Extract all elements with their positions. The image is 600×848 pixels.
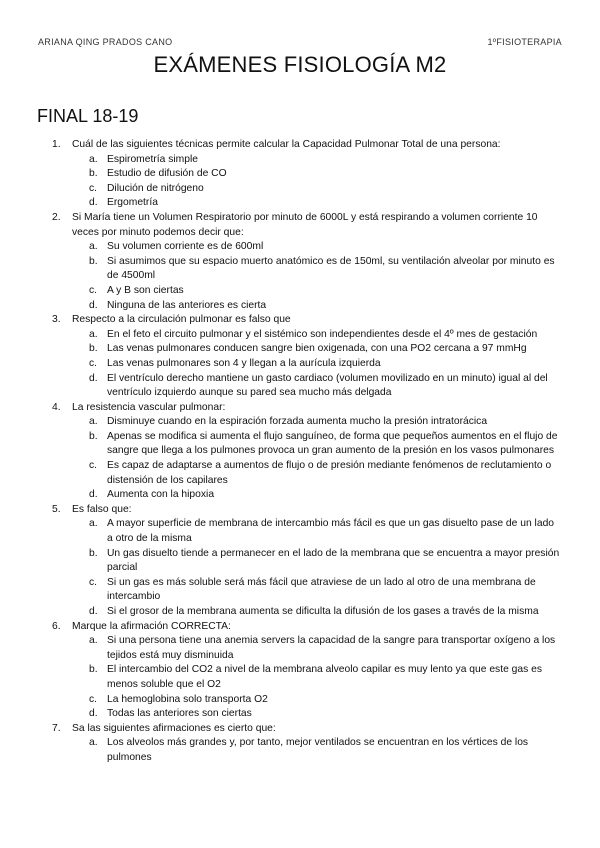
- question-text: Si María tiene un Volumen Respiratorio por minuto de 6000L y está respirando a volumen corriente 10 veces por minuto podemos decir que:: [72, 211, 538, 238]
- option-text: Las venas pulmonares conducen sangre bien oxigenada, con una PO2 cercana a 97 mmHg: [107, 343, 527, 355]
- option-text: Dilución de nitrógeno: [107, 182, 204, 194]
- document-title: EXÁMENES FISIOLOGÍA M2: [153, 52, 447, 77]
- question-item: [0, 722, 600, 766]
- answer-option: [72, 299, 562, 314]
- option-text: Su volumen corriente es de 600ml: [107, 241, 264, 253]
- question-item: [0, 211, 600, 313]
- answer-option: [72, 153, 562, 168]
- option-text: Apenas se modifica si aumenta el flujo sanguíneo, de forma que pequeños aumentos en el flujo de sangre que llega a los pulmones provoca un gran aumento de la presión en los vasos pulmonares: [107, 430, 558, 457]
- option-text: Ergometría: [107, 197, 158, 209]
- option-letter: c.: [89, 182, 98, 194]
- option-letter: d.: [89, 708, 98, 720]
- option-text: Es capaz de adaptarse a aumentos de flujo o de presión mediante fenómenos de reclutamiento o distensión de los capilares: [107, 460, 552, 486]
- option-letter: d.: [89, 372, 98, 384]
- question-number: 1.: [52, 139, 61, 150]
- option-text: Estudio de difusión de CO: [107, 168, 227, 180]
- answer-option: [72, 415, 562, 430]
- answer-option: [72, 488, 562, 503]
- option-text: Si el grosor de la membrana aumenta se dificulta la difusión de los gases a través de la misma: [107, 606, 539, 617]
- answer-option: [72, 240, 562, 255]
- answer-option: [72, 634, 562, 663]
- option-letter: c.: [89, 576, 98, 588]
- option-letter: d.: [89, 299, 98, 311]
- option-text: Si una persona tiene una anemia servers la capacidad de la sangre para transportar oxígeno a los tejidos está muy disminuida: [107, 635, 556, 661]
- question-list-container: [0, 138, 600, 766]
- question-number: 3.: [52, 314, 61, 326]
- option-text: Aumenta con la hipoxia: [107, 489, 215, 501]
- question-item: [0, 620, 600, 722]
- option-text: Un gas disuelto tiende a permanecer en el lado de la membrana que se encuentra a mayor presión parcial: [107, 547, 560, 574]
- option-text: Los alveolos más grandes y, por tanto, mejor ventilados se encuentran en los vértices de los pulmones: [107, 737, 529, 763]
- option-letter: b.: [89, 664, 98, 676]
- answer-option: [72, 357, 562, 372]
- option-text: Espirometría simple: [107, 153, 198, 165]
- option-letter: a.: [89, 241, 98, 253]
- option-list: [72, 736, 562, 765]
- option-text: Si asumimos que su espacio muerto anatómico es de 150ml, su ventilación alveolar por minuto es de 4500ml: [107, 255, 555, 282]
- question-list: [0, 138, 600, 766]
- answer-option: [72, 547, 562, 576]
- section-heading: FINAL 18-19: [37, 106, 139, 126]
- option-letter: d.: [89, 197, 98, 209]
- option-letter: b.: [89, 168, 98, 180]
- question-text: Cuál de las siguientes técnicas permite calcular la Capacidad Pulmonar Total de una persona:: [72, 139, 501, 150]
- option-list: [72, 634, 562, 722]
- header-course: 1ºFISIOTERAPIA: [487, 37, 562, 47]
- answer-option: [72, 342, 562, 357]
- answer-option: [72, 707, 562, 722]
- option-letter: a.: [89, 416, 98, 428]
- option-letter: d.: [89, 606, 98, 617]
- option-list: [72, 240, 562, 313]
- option-text: Disminuye cuando en la espiración forzada aumenta mucho la presión intratorácica: [107, 416, 488, 428]
- answer-option: [72, 328, 562, 343]
- option-text: El intercambio del CO2 a nivel de la membrana alveolo capilar es muy lento ya que este gas es menos soluble que el O2: [107, 664, 542, 690]
- option-list: [72, 153, 562, 211]
- question-item: [0, 138, 600, 211]
- option-letter: a.: [89, 737, 98, 749]
- answer-option: [72, 182, 562, 197]
- option-text: A y B son ciertas: [107, 284, 184, 296]
- question-number: 7.: [52, 722, 61, 734]
- option-list: [72, 517, 562, 619]
- answer-option: [72, 430, 562, 459]
- option-letter: c.: [89, 693, 98, 705]
- answer-option: [72, 663, 562, 692]
- answer-option: [72, 693, 562, 708]
- answer-option: [72, 196, 562, 211]
- option-text: A mayor superficie de membrana de intercambio más fácil es que un gas disuelto pase de un lado a otro de la misma: [107, 518, 555, 545]
- option-text: Si un gas es más soluble será más fácil que atraviese de un lado al otro de una membrana de intercambio: [107, 576, 536, 603]
- question-text: Marque la afirmación CORRECTA:: [72, 620, 231, 632]
- option-letter: b.: [89, 255, 98, 267]
- answer-option: [72, 736, 562, 765]
- answer-option: [72, 167, 562, 182]
- option-list: [72, 415, 562, 503]
- answer-option: [72, 372, 562, 401]
- option-text: El ventrículo derecho mantiene un gasto cardiaco (volumen movilizado en un minuto) igual al del ventrículo izquierdo aunque su pared sea mucho más delgada: [107, 372, 548, 399]
- question-number: 2.: [52, 211, 61, 223]
- option-letter: a.: [89, 153, 98, 165]
- question-text: Respecto a la circulación pulmonar es falso que: [72, 314, 291, 326]
- option-letter: a.: [89, 635, 98, 647]
- option-list: [72, 328, 562, 401]
- question-number: 5.: [52, 503, 61, 515]
- question-number: 6.: [52, 620, 61, 632]
- answer-option: [72, 605, 562, 620]
- page-header: [38, 37, 562, 49]
- question-item: [0, 401, 600, 503]
- answer-option: [72, 576, 562, 605]
- question-item: [0, 503, 600, 620]
- option-text: En el feto el circuito pulmonar y el sistémico son independientes desde el 4º mes de gestación: [107, 328, 538, 340]
- question-text: Sa las siguientes afirmaciones es cierto que:: [72, 722, 276, 734]
- option-text: Todas las anteriores son ciertas: [107, 708, 252, 720]
- option-letter: a.: [89, 328, 98, 340]
- option-letter: c.: [89, 357, 98, 369]
- answer-option: [72, 255, 562, 284]
- option-letter: b.: [89, 547, 98, 559]
- option-letter: a.: [89, 518, 98, 530]
- option-text: Las venas pulmonares son 4 y llegan a la aurícula izquierda: [107, 357, 381, 369]
- question-item: [0, 313, 600, 401]
- question-number: 4.: [52, 401, 61, 413]
- answer-option: [72, 284, 562, 299]
- answer-option: [72, 459, 562, 488]
- option-letter: c.: [89, 284, 98, 296]
- question-text: La resistencia vascular pulmonar:: [72, 401, 226, 413]
- header-author: ARIANA QING PRADOS CANO: [38, 37, 173, 47]
- option-letter: b.: [89, 430, 98, 442]
- answer-option: [72, 517, 562, 546]
- option-letter: b.: [89, 343, 98, 355]
- option-letter: c.: [89, 460, 98, 472]
- question-text: Es falso que:: [72, 503, 132, 515]
- option-text: Ninguna de las anteriores es cierta: [107, 299, 267, 311]
- option-letter: d.: [89, 489, 98, 501]
- option-text: La hemoglobina solo transporta O2: [107, 693, 268, 705]
